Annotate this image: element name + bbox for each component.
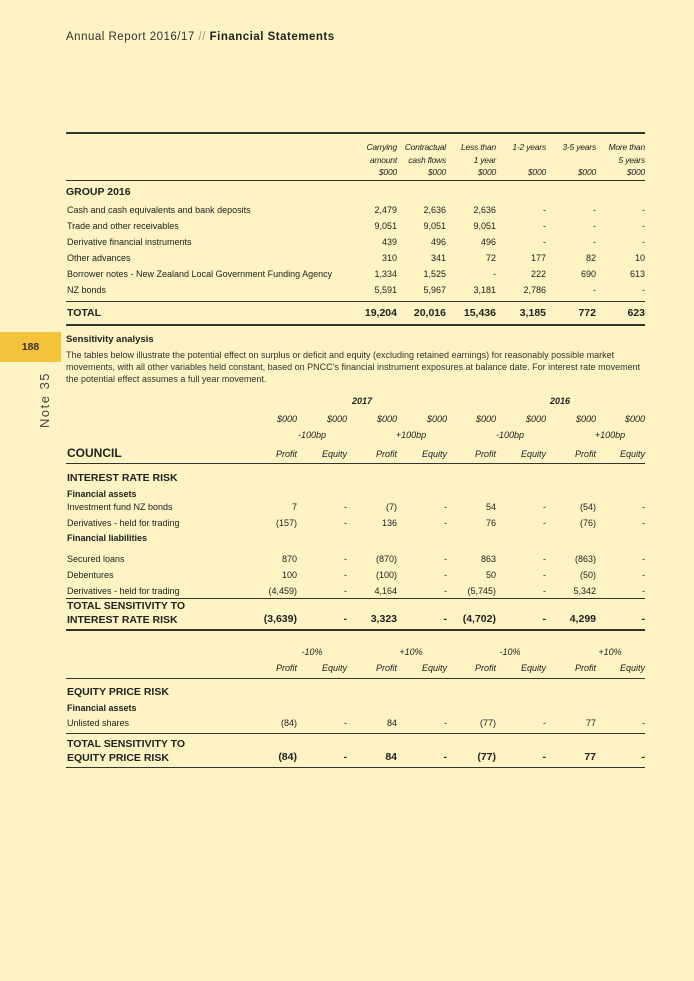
sensitivity-section [66, 334, 645, 385]
bp-header: -100bp [495, 430, 525, 440]
cell-value: (4,459) [268, 586, 297, 596]
currency-header: $000 [575, 414, 596, 424]
table-header [66, 134, 645, 180]
column-header-line: amount [369, 154, 397, 165]
total-value: - [641, 613, 645, 625]
cell-value: 177 [530, 253, 546, 263]
cell-value: 9,051 [374, 221, 397, 231]
cell-value: - [543, 586, 546, 596]
council-title: COUNCIL [67, 446, 122, 460]
cell-value: (157) [275, 518, 297, 528]
row-label: Secured loans [67, 554, 125, 564]
currency-header: $000 [525, 414, 546, 424]
cell-value: 310 [381, 253, 397, 263]
subcolumn-header: Equity [421, 663, 447, 673]
column-header-line: $000 [427, 167, 446, 177]
subcolumn-header: Profit [574, 449, 596, 459]
subsection-heading: Financial liabilities [67, 533, 148, 543]
cell-value: 5,342 [573, 586, 596, 596]
table-rule [66, 733, 645, 734]
currency-header: $000 [326, 414, 347, 424]
subcolumn-header: Equity [520, 449, 546, 459]
cell-value: 341 [430, 253, 446, 263]
currency-header: $000 [376, 414, 397, 424]
cell-value: (54) [579, 502, 596, 512]
subcolumn-header: Equity [321, 663, 347, 673]
page-number: 188 [21, 341, 40, 353]
subsection-heading: Financial assets [67, 703, 137, 713]
subcolumn-header: Equity [520, 663, 546, 673]
row-label: Derivatives - held for trading [67, 518, 180, 528]
total-value: 4,299 [569, 613, 596, 625]
table-row [66, 202, 645, 218]
table-rule [66, 678, 645, 679]
total-value: (3,639) [263, 613, 297, 625]
column-header-line [562, 154, 596, 167]
total-value: 77 [584, 751, 596, 763]
year-header: 2016 [549, 396, 571, 406]
cell-value: - [642, 502, 645, 512]
total-value: (84) [278, 751, 297, 763]
total-value: 15,436 [463, 307, 496, 319]
subcolumn-header: Profit [474, 449, 496, 459]
cell-value: - [642, 586, 645, 596]
cell-value: - [444, 586, 447, 596]
column-header [512, 141, 546, 179]
subcolumn-header: Profit [275, 663, 297, 673]
cell-value: 72 [485, 253, 496, 263]
total-value: 19,204 [364, 307, 397, 319]
column-header-line [512, 154, 546, 167]
total-label: EQUITY PRICE RISK [67, 752, 169, 764]
column-header-line: 5 years [618, 154, 645, 165]
subcolumn-header: Profit [275, 449, 297, 459]
subcolumn-header: Profit [474, 663, 496, 673]
group-label: GROUP 2016 [66, 186, 131, 198]
cell-value: - [642, 285, 645, 295]
cell-value: 9,051 [473, 221, 496, 231]
cell-value: - [444, 718, 447, 728]
cell-value: 496 [480, 237, 496, 247]
cell-value: - [593, 285, 596, 295]
total-value: 772 [578, 307, 596, 319]
column-header-line: Less than [460, 142, 496, 152]
column-header-line: 3-5 years [562, 142, 596, 152]
cell-value: (77) [479, 718, 496, 728]
cell-value: 100 [281, 570, 297, 580]
cell-value: - [642, 237, 645, 247]
section-heading: INTEREST RATE RISK [67, 472, 178, 484]
cell-value: 82 [585, 253, 596, 263]
cell-value: - [543, 518, 546, 528]
column-header [405, 141, 446, 179]
total-value: - [542, 751, 546, 763]
total-value: - [343, 613, 347, 625]
total-value: 3,323 [370, 613, 397, 625]
table-rule [66, 180, 645, 181]
cell-value: - [543, 554, 546, 564]
cell-value: - [444, 570, 447, 580]
subcolumn-header: Equity [421, 449, 447, 459]
cell-value: - [543, 718, 546, 728]
currency-header: $000 [426, 414, 447, 424]
row-label: Derivatives - held for trading [67, 586, 180, 596]
cell-value: (870) [375, 554, 397, 564]
cell-value: - [593, 237, 596, 247]
total-value: - [542, 613, 546, 625]
total-value: - [641, 751, 645, 763]
column-header [366, 141, 397, 179]
pct-header: +10% [399, 647, 423, 657]
table-rule [66, 629, 645, 631]
cell-value: 9,051 [423, 221, 446, 231]
report-title: Annual Report 2016/17 [66, 31, 195, 43]
page-header [66, 31, 335, 43]
cell-value: - [444, 502, 447, 512]
cell-value: 5,591 [374, 285, 397, 295]
column-header-line: 1 year [473, 154, 496, 165]
table-rule [66, 463, 645, 464]
column-header [461, 141, 496, 179]
column-header-line: Contractual [404, 142, 446, 152]
cell-value: 76 [485, 518, 496, 528]
column-header-line: $000 [477, 167, 496, 177]
table-row [66, 234, 645, 250]
subcolumn-header: Profit [574, 663, 596, 673]
cell-value: 870 [281, 554, 297, 564]
cell-value: (5,745) [467, 586, 496, 596]
total-value: 84 [385, 751, 397, 763]
cell-value: - [543, 570, 546, 580]
pct-header: -10% [499, 647, 521, 657]
cell-value: (76) [579, 518, 596, 528]
row-label: Unlisted shares [67, 718, 130, 728]
row-label: Trade and other receivables [67, 221, 179, 231]
cell-value: 613 [629, 269, 645, 279]
cell-value: - [543, 502, 546, 512]
sensitivity-text: The tables below illustrate the potential effect on surplus or deficit and equity (excluding retained earnings) for reasonably possible market movements, with all other variables held constant, based on PNCC’s financial instrument exposures at balance date. For interest rate movement the potential effect assumes a full year movement. [66, 350, 641, 384]
total-value: 623 [627, 307, 645, 319]
table-row [66, 266, 645, 282]
cell-value: - [543, 221, 546, 231]
year-header: 2017 [351, 396, 373, 406]
subsection-heading: Financial assets [67, 489, 137, 499]
cell-value: - [344, 718, 347, 728]
cell-value: 2,636 [423, 205, 446, 215]
bp-header: -100bp [297, 430, 327, 440]
row-label: Derivative financial instruments [67, 237, 192, 247]
bp-header: +100bp [594, 430, 626, 440]
column-header-line: 1-2 years [512, 142, 546, 152]
cell-value: 7 [291, 502, 297, 512]
cell-value: - [493, 269, 496, 279]
section-heading: EQUITY PRICE RISK [67, 686, 169, 698]
table-row [66, 218, 645, 234]
column-header [609, 141, 645, 179]
cell-value: - [543, 237, 546, 247]
cell-value: 3,181 [473, 285, 496, 295]
sensitivity-title: Sensitivity analysis [66, 334, 154, 345]
total-value: 20,016 [413, 307, 446, 319]
cell-value: - [642, 718, 645, 728]
cell-value: 77 [585, 718, 596, 728]
cell-value: - [444, 554, 447, 564]
subcolumn-header: Profit [375, 449, 397, 459]
total-label: TOTAL SENSITIVITY TO [67, 738, 186, 750]
page-number-tab [0, 332, 61, 362]
currency-header: $000 [624, 414, 645, 424]
row-label: Investment fund NZ bonds [67, 502, 173, 512]
column-header-line: Carrying [366, 142, 397, 152]
cell-value: - [344, 502, 347, 512]
cell-value: 1,525 [423, 269, 446, 279]
row-label: Other advances [67, 253, 131, 263]
cell-value: - [642, 221, 645, 231]
cell-value: - [344, 554, 347, 564]
section-title: Financial Statements [209, 31, 335, 43]
total-label: TOTAL SENSITIVITY TO [67, 600, 186, 612]
table-body [66, 202, 645, 298]
maturity-table [66, 132, 645, 326]
subcolumn-header: Equity [619, 663, 645, 673]
header-separator: // [198, 31, 206, 43]
column-header [562, 141, 596, 179]
cell-value: 2,636 [473, 205, 496, 215]
cell-value: - [344, 586, 347, 596]
column-header-line: $000 [626, 167, 645, 177]
cell-value: 863 [480, 554, 496, 564]
total-value: (4,702) [462, 613, 496, 625]
total-value: 3,185 [519, 307, 546, 319]
total-row [66, 302, 645, 324]
total-value: (77) [477, 751, 496, 763]
table-row [66, 250, 645, 266]
subcolumn-header: Equity [321, 449, 347, 459]
cell-value: - [642, 518, 645, 528]
currency-header: $000 [475, 414, 496, 424]
cell-value: - [543, 205, 546, 215]
cell-value: 5,967 [423, 285, 446, 295]
cell-value: (863) [574, 554, 596, 564]
cell-value: - [344, 570, 347, 580]
column-header-line: $000 [378, 167, 397, 177]
row-label: NZ bonds [67, 285, 107, 295]
row-label: Cash and cash equivalents and bank deposits [67, 205, 251, 215]
cell-value: - [593, 221, 596, 231]
table-row [66, 282, 645, 298]
cell-value: (7) [386, 502, 397, 512]
cell-value: - [593, 205, 596, 215]
cell-value: 84 [386, 718, 397, 728]
cell-value: (100) [375, 570, 397, 580]
column-header-line: $000 [577, 167, 596, 177]
row-label: Borrower notes - New Zealand Local Government Funding Agency [67, 269, 333, 279]
total-label: INTEREST RATE RISK [67, 614, 178, 626]
table-rule [66, 767, 645, 768]
cell-value: (84) [280, 718, 297, 728]
total-value: - [343, 751, 347, 763]
subcolumn-header: Profit [375, 663, 397, 673]
cell-value: 439 [381, 237, 397, 247]
cell-value: (50) [579, 570, 596, 580]
cell-value: - [444, 518, 447, 528]
cell-value: 10 [634, 253, 645, 263]
currency-header: $000 [276, 414, 297, 424]
total-value: - [443, 751, 447, 763]
cell-value: 1,334 [374, 269, 397, 279]
cell-value: 690 [580, 269, 596, 279]
subcolumn-header: Equity [619, 449, 645, 459]
pct-header: +10% [598, 647, 622, 657]
column-header-line: $000 [527, 167, 546, 177]
cell-value: 2,786 [523, 285, 546, 295]
column-header-line: More than [608, 142, 645, 152]
cell-value: - [642, 554, 645, 564]
cell-value: 222 [530, 269, 546, 279]
cell-value: 50 [485, 570, 496, 580]
cell-value: - [642, 205, 645, 215]
bp-header: +100bp [395, 430, 427, 440]
row-label: Debentures [67, 570, 114, 580]
column-header-line: cash flows [408, 154, 446, 165]
table-rule [66, 324, 645, 326]
total-label: TOTAL [67, 307, 102, 319]
total-value: - [443, 613, 447, 625]
cell-value: 54 [485, 502, 496, 512]
cell-value: 136 [381, 518, 397, 528]
pct-header: -10% [301, 647, 323, 657]
cell-value: 2,479 [374, 205, 397, 215]
cell-value: - [344, 518, 347, 528]
cell-value: 4,164 [374, 586, 397, 596]
cell-value: 496 [430, 237, 446, 247]
note-label: Note 35 [37, 371, 52, 428]
cell-value: - [642, 570, 645, 580]
